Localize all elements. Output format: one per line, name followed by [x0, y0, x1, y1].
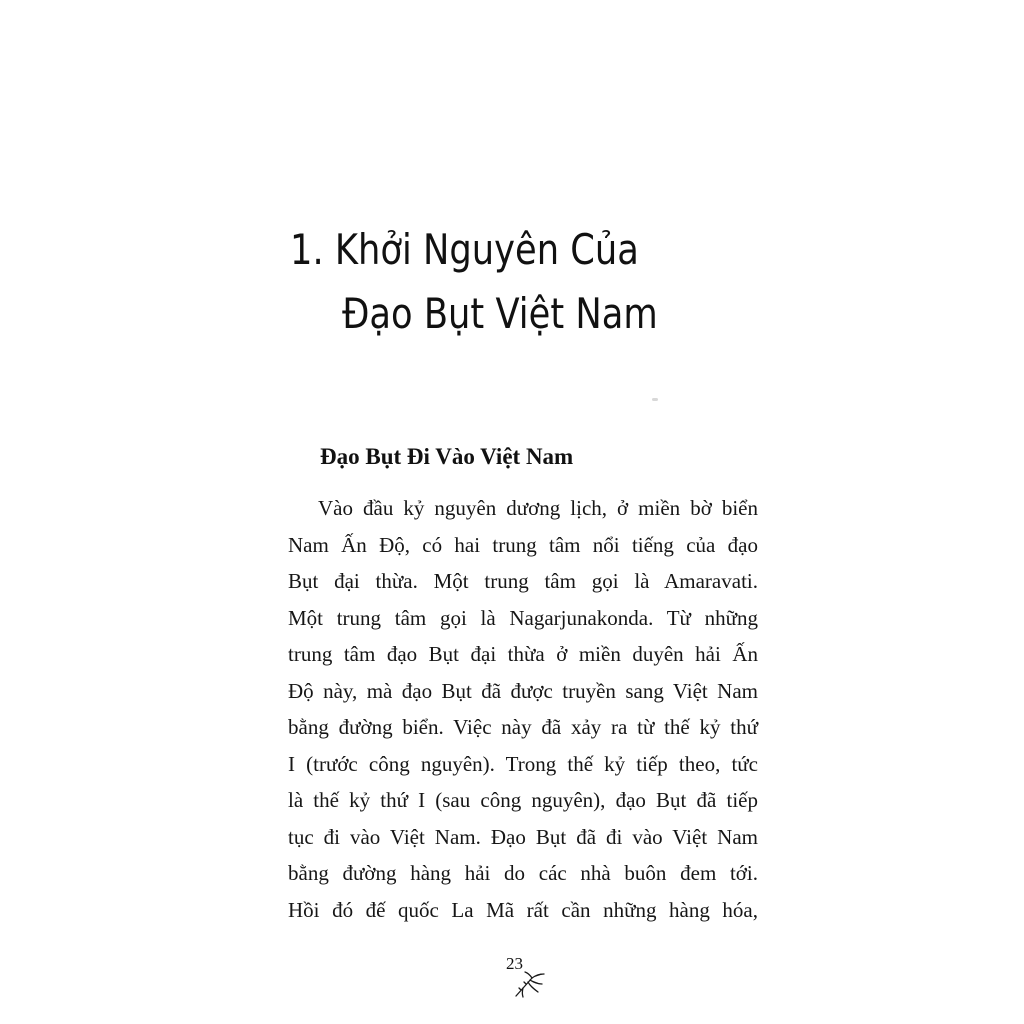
- body-line: bằng đường biển. Việc này đã xảy ra từ thế kỷ thứ: [288, 715, 758, 739]
- body-line: Bụt đại thừa. Một trung tâm gọi là Amaravati.: [288, 569, 758, 593]
- section-heading: Đạo Bụt Đi Vào Việt Nam: [320, 444, 574, 469]
- scan-speck: [652, 398, 658, 401]
- chapter-title-line-2: Đạo Bụt Việt Nam: [342, 289, 658, 338]
- body-line: là thế kỷ thứ I (sau công nguyên), đạo Bụt đã tiếp: [288, 788, 758, 812]
- body-line: bằng đường hàng hải do các nhà buôn đem tới.: [288, 861, 758, 885]
- bamboo-icon: [510, 970, 546, 998]
- body-line: Một trung tâm gọi là Nagarjunakonda. Từ những: [288, 605, 758, 630]
- body-paragraph: [288, 490, 758, 928]
- body-line: trung tâm đạo Bụt đại thừa ở miền duyên hải Ấn: [288, 642, 758, 666]
- page-number: 23: [506, 954, 523, 973]
- body-line: Vào đầu kỷ nguyên dương lịch, ở miền bờ biển: [318, 496, 758, 520]
- body-line: tục đi vào Việt Nam. Đạo Bụt đã đi vào Việt Nam: [288, 824, 758, 849]
- body-line: Hồi đó đế quốc La Mã rất cần những hàng hóa,: [288, 897, 758, 922]
- body-line: Độ này, mà đạo Bụt đã được truyền sang Việt Nam: [288, 678, 758, 703]
- body-line: I (trước công nguyên). Trong thế kỷ tiếp theo, tức: [288, 751, 758, 776]
- body-line: Nam Ấn Độ, có hai trung tâm nổi tiếng của đạo: [288, 532, 758, 557]
- chapter-title: [290, 218, 658, 346]
- chapter-title-line-1: 1. Khởi Nguyên Của: [290, 225, 639, 274]
